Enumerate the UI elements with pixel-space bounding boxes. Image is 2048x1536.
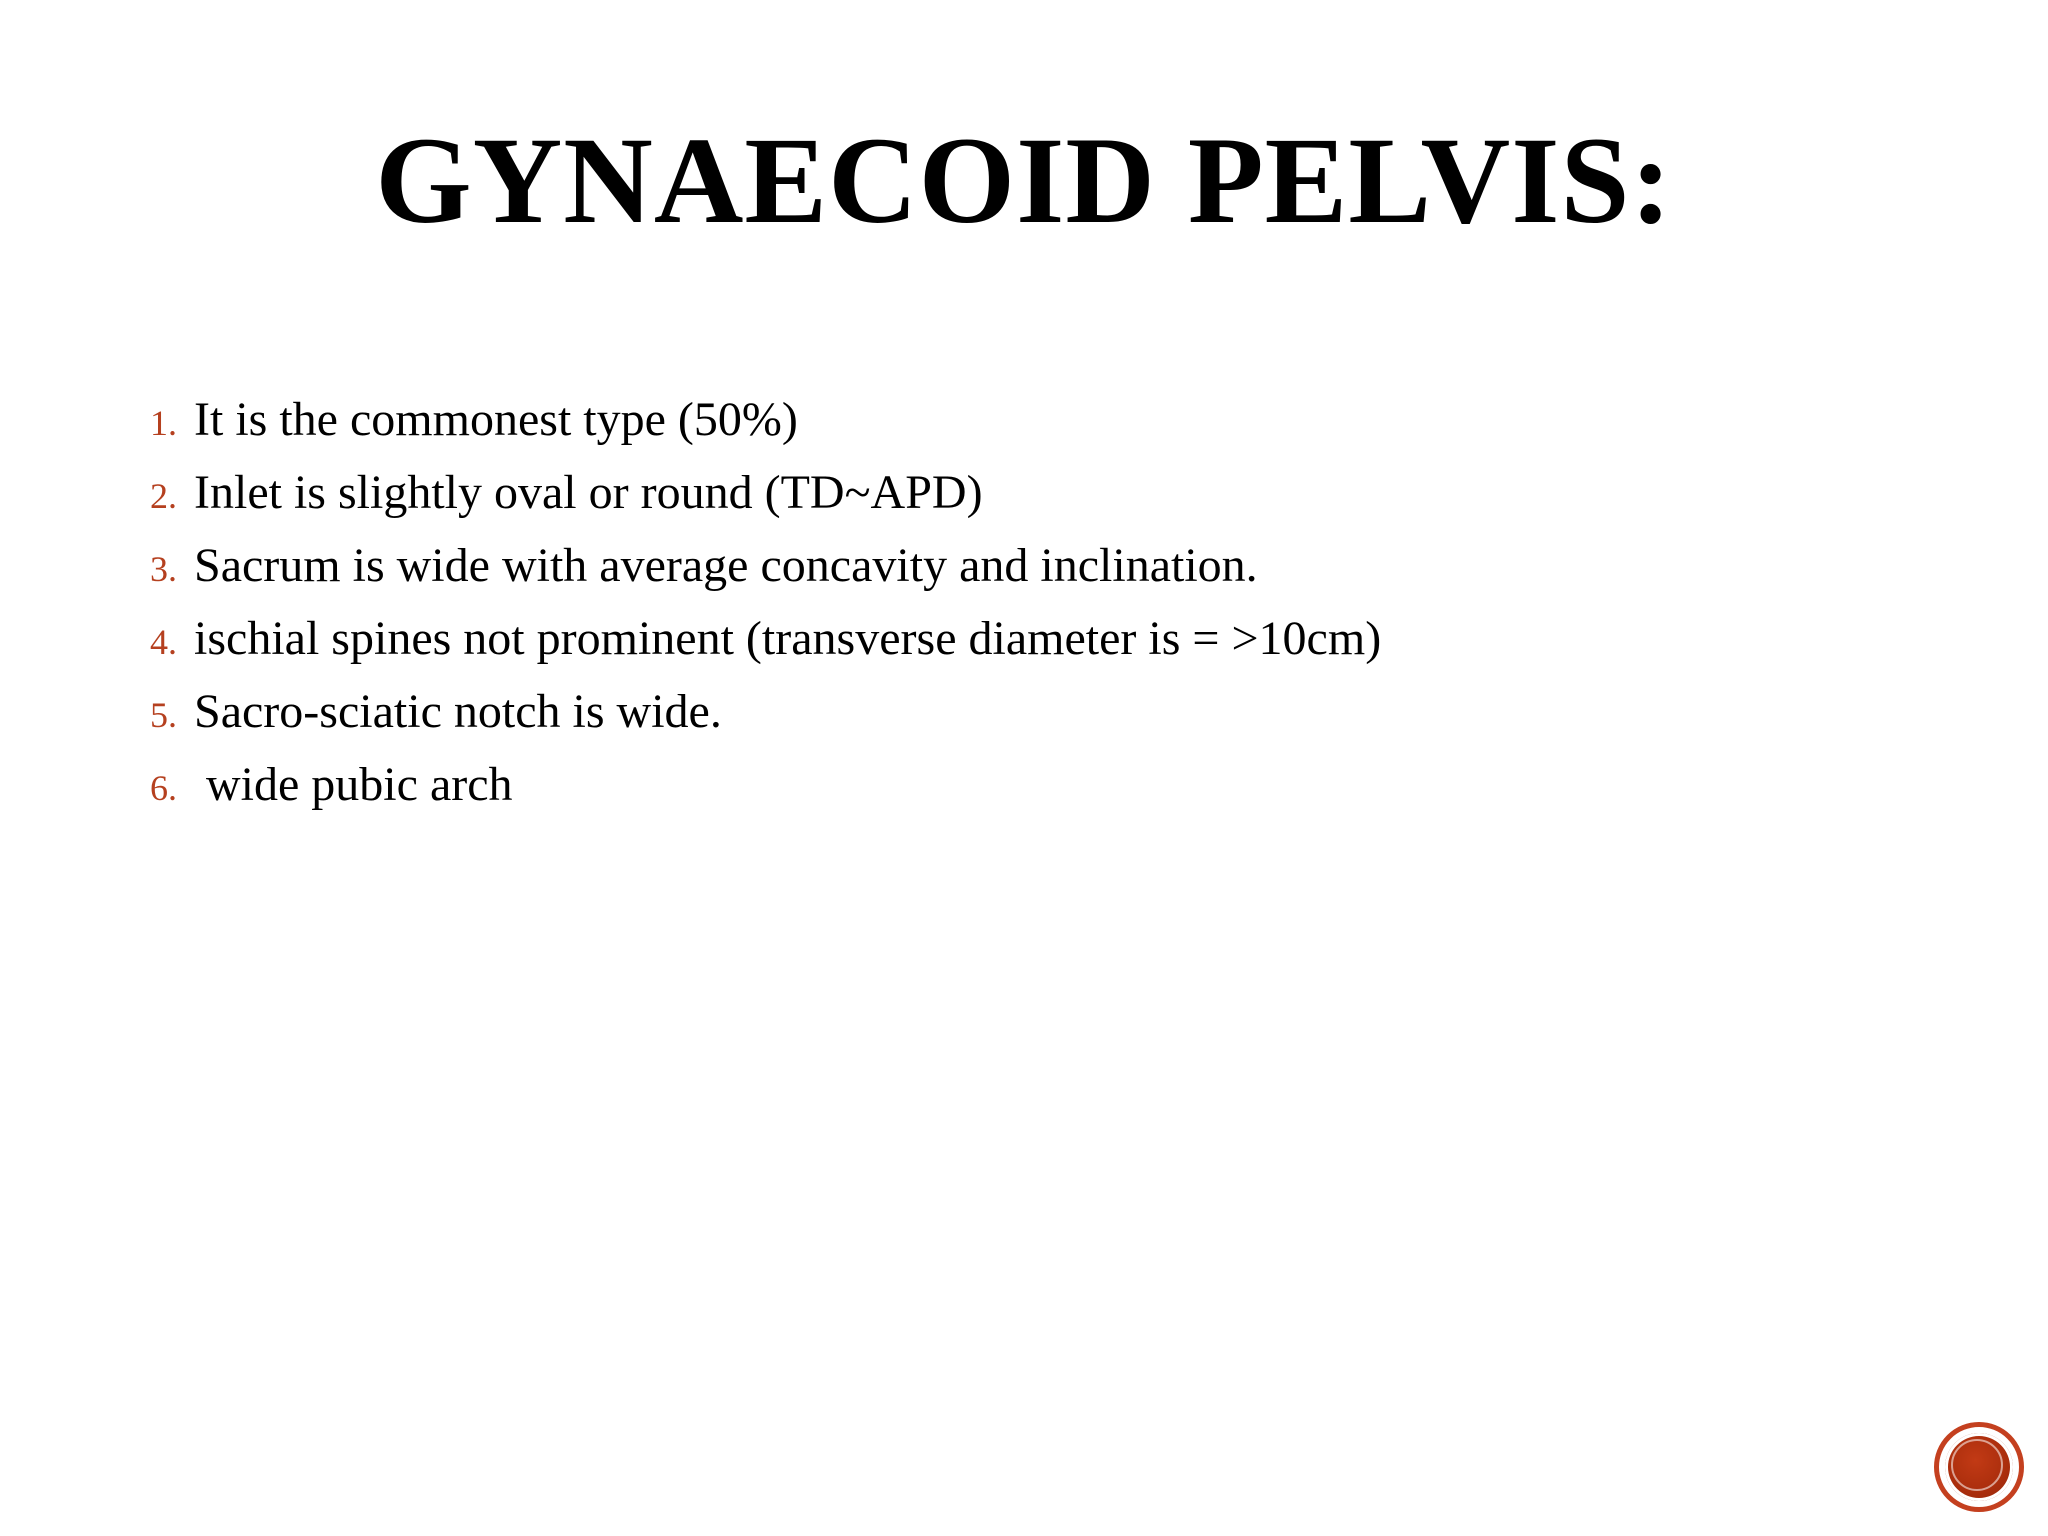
list-item-number: 6. — [150, 768, 177, 808]
bullet-list — [150, 383, 1381, 821]
list-item — [150, 456, 1381, 529]
list-item-number: 4. — [150, 622, 177, 662]
list-item — [150, 529, 1381, 602]
list-item-text: Sacrum is wide with average concavity and inclination. — [194, 539, 1258, 592]
list-item-number: 5. — [150, 695, 177, 735]
list-item-number: 2. — [150, 476, 177, 516]
nav-button-inner — [1945, 1433, 2013, 1501]
list-item-number: 1. — [150, 403, 177, 443]
slide-title: GYNAECOID PELVIS: — [375, 112, 1673, 250]
list-item-text: It is the commonest type (50%) — [194, 393, 798, 446]
list-item-text: Inlet is slightly oval or round (TD~APD) — [194, 466, 983, 519]
list-item-number: 3. — [150, 549, 177, 589]
list-item-text: Sacro-sciatic notch is wide. — [194, 685, 722, 738]
list-item — [150, 383, 1381, 456]
list-item-text: wide pubic arch — [194, 758, 513, 811]
list-item-text: ischial spines not prominent (transverse diameter is = >10cm) — [194, 612, 1382, 665]
list-item — [150, 675, 1381, 748]
next-slide-circle-icon[interactable] — [1934, 1422, 2024, 1512]
list-item — [150, 748, 1381, 821]
list-item — [150, 602, 1381, 675]
